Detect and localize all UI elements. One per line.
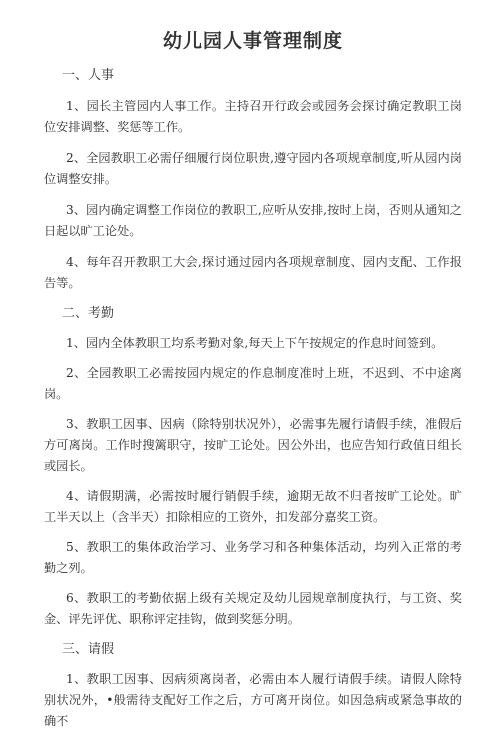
section-leave bbox=[44, 640, 462, 732]
paragraph: 2、全园教职工必需按园内规定的作息制度准时上班，不迟到、不中途离岗。 bbox=[44, 366, 462, 401]
section-heading: 三、请假 bbox=[62, 642, 115, 657]
section-heading: 二、考勤 bbox=[62, 306, 115, 321]
section-personnel bbox=[44, 66, 462, 294]
paragraph: 4、每年召开教职工大会,探讨通过园内各项规章制度、园内支配、工作报告等。 bbox=[44, 255, 462, 290]
paragraph: 5、教职工的集体政治学习、业务学习和各种集体活动，均列入正常的考勤之列。 bbox=[44, 540, 462, 575]
paragraph: 6、教职工的考勤依据上级有关规定及幼儿园规章制度执行，与工资、奖金、评先评优、职称评定挂钩，做到奖惩分明。 bbox=[44, 591, 462, 626]
paragraph: 1、园内全体教职工均系考勤对象,每天上下午按规定的作息时间签到。 bbox=[66, 336, 444, 350]
paragraph: 1、教职工因事、因病须离岗者，必需由本人履行请假手续。请假人除特别状况外，•般需待支配好工作之后，方可离开岗位。如因急病或紧急事故的确不 bbox=[44, 672, 462, 728]
paragraph: 3、教职工因事、因病（除特别状况外），必需事先履行请假手续，准假后方可离岗。工作时搜篱职守，按旷工论处。因公外出，也应告知行政值日组长或园长。 bbox=[44, 417, 462, 473]
section-attendance bbox=[44, 304, 462, 630]
paragraph: 2、全园教职工必需仔细履行岗位职贵,遵守园内各项规章制度,听从园内岗位调整安排。 bbox=[44, 151, 462, 186]
paragraph: 3、园内确定调整工作岗位的教职工,应听从安排,按时上岗，否则从通知之日起以旷工论处。 bbox=[44, 203, 462, 238]
paragraph: 4、请假期满，必需按时履行销假手续，逾期无故不归者按旷工论处。旷工半天以上（含半天）扣除相应的工资外，扣发部分嘉奖工资。 bbox=[44, 489, 462, 524]
document-title: 幼儿园人事管理制度 bbox=[162, 30, 343, 52]
section-heading: 一、人事 bbox=[62, 68, 115, 83]
paragraph: 1、园长主管园内人事工作。主持召开行政会或园务会探讨确定教职工岗位安排调整、奖惩等工作。 bbox=[44, 99, 462, 134]
